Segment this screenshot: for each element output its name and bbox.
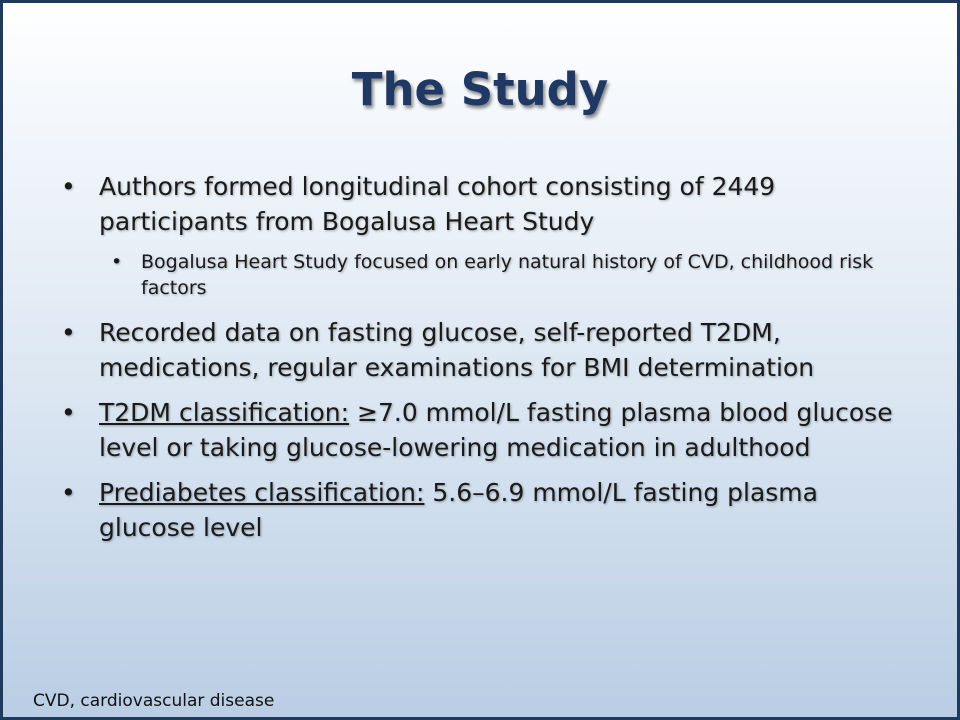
bullet-prediabetes-classification <box>59 475 919 545</box>
bullet-text: 5.6–6.9 mmol/L fasting plasma glucose level <box>99 478 818 542</box>
bullet-cohort <box>59 169 919 239</box>
footnote: CVD, cardiovascular disease <box>33 691 275 711</box>
bullet-label: T2DM classification: <box>99 398 350 427</box>
bullet-text: Recorded data on fasting glucose, self-reported T2DM, medications, regular examinations for BMI determination <box>99 318 815 382</box>
bullet-list <box>59 169 919 555</box>
bullet-label: Prediabetes classification: <box>99 478 425 507</box>
sub-bullet-bogalusa <box>59 249 919 301</box>
bullet-recorded-data <box>59 315 919 385</box>
slide-title: The Study <box>351 63 609 116</box>
bullet-text: Authors formed longitudinal cohort consisting of 2449 participants from Bogalusa Heart Study <box>99 172 776 236</box>
sub-bullet-text: Bogalusa Heart Study focused on early natural history of CVD, childhood risk factors <box>141 251 874 299</box>
bullet-text: ≥7.0 mmol/L fasting plasma blood glucose level or taking glucose-lowering medication in adulthood <box>99 398 893 462</box>
bullet-t2dm-classification <box>59 395 919 465</box>
